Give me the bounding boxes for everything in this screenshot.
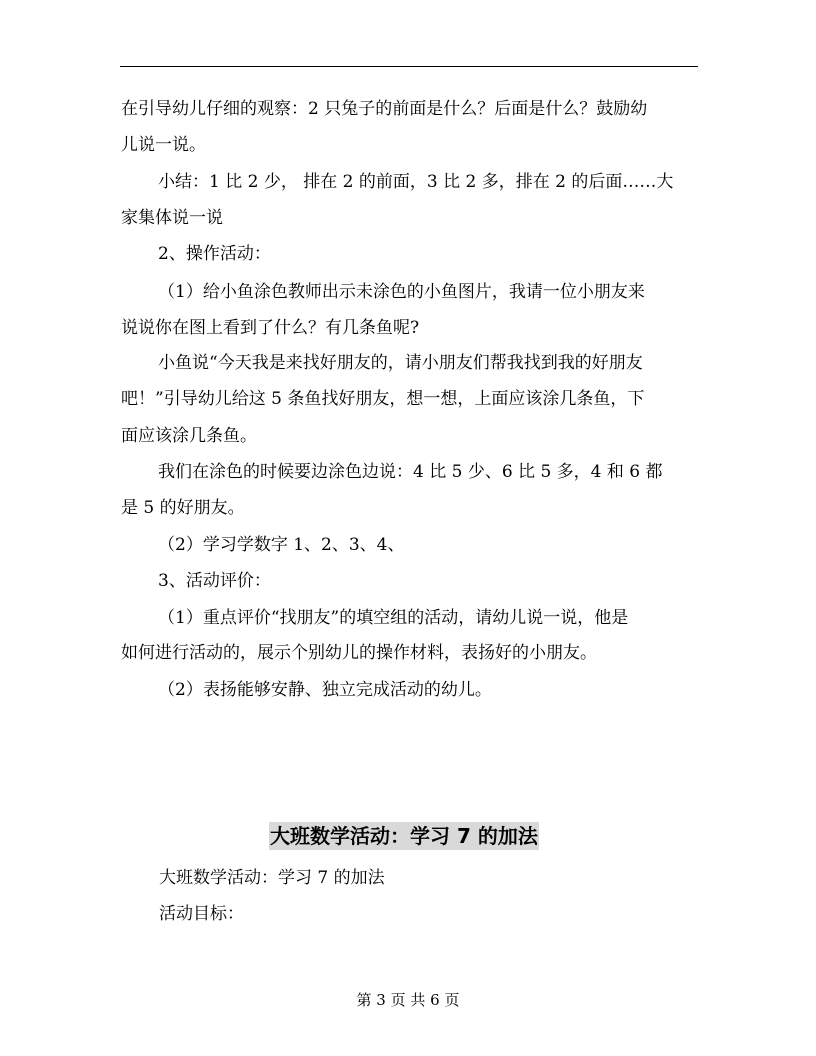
body-line: （1）重点评价“找朋友”的填空组的活动，请幼儿说一说，他是 (158, 608, 629, 628)
body-line: 家集体说一说 (121, 208, 223, 228)
body-line: （2）表扬能够安静、独立完成活动的幼儿。 (158, 680, 492, 700)
body-line: 小鱼说“今天我是来找好朋友的，请小朋友们帮我找到我的好朋友 (158, 353, 643, 373)
body-line: 小结：1 比 2 少， 排在 2 的前面，3 比 2 多，排在 2 的后面……大 (158, 172, 674, 192)
section-heading: 大班数学活动：学习 7 的加法 (270, 824, 538, 848)
header-rule (120, 66, 698, 67)
body-line: 如何进行活动的，展示个别幼儿的操作材料，表扬好的小朋友。 (121, 643, 597, 663)
body-line: 面应该涂几条鱼。 (121, 426, 257, 446)
body-line: 是 5 的好朋友。 (121, 498, 245, 518)
section-line: 大班数学活动：学习 7 的加法 (159, 868, 385, 888)
body-line: （2）学习学数字 1、2、3、4、 (158, 535, 405, 555)
body-line: 吧！”引导幼儿给这 5 条鱼找好朋友，想一想，上面应该涂几条鱼，下 (121, 389, 645, 409)
body-line: 儿说一说。 (121, 135, 206, 155)
body-line: 我们在涂色的时候要边涂色边说：4 比 5 少、6 比 5 多，4 和 6 都 (158, 462, 663, 482)
body-line: 在引导幼儿仔细的观察：2 只兔子的前面是什么？后面是什么？鼓励幼 (121, 99, 648, 119)
body-line: 2、操作活动： (158, 244, 271, 264)
page-number: 第 3 页 共 6 页 (356, 991, 460, 1009)
section-line: 活动目标： (159, 904, 244, 924)
body-line: （1）给小鱼涂色教师出示未涂色的小鱼图片，我请一位小朋友来 (158, 282, 645, 302)
body-line: 3、活动评价： (158, 571, 271, 591)
body-line: 说说你在图上看到了什么？有几条鱼呢? (121, 318, 420, 338)
